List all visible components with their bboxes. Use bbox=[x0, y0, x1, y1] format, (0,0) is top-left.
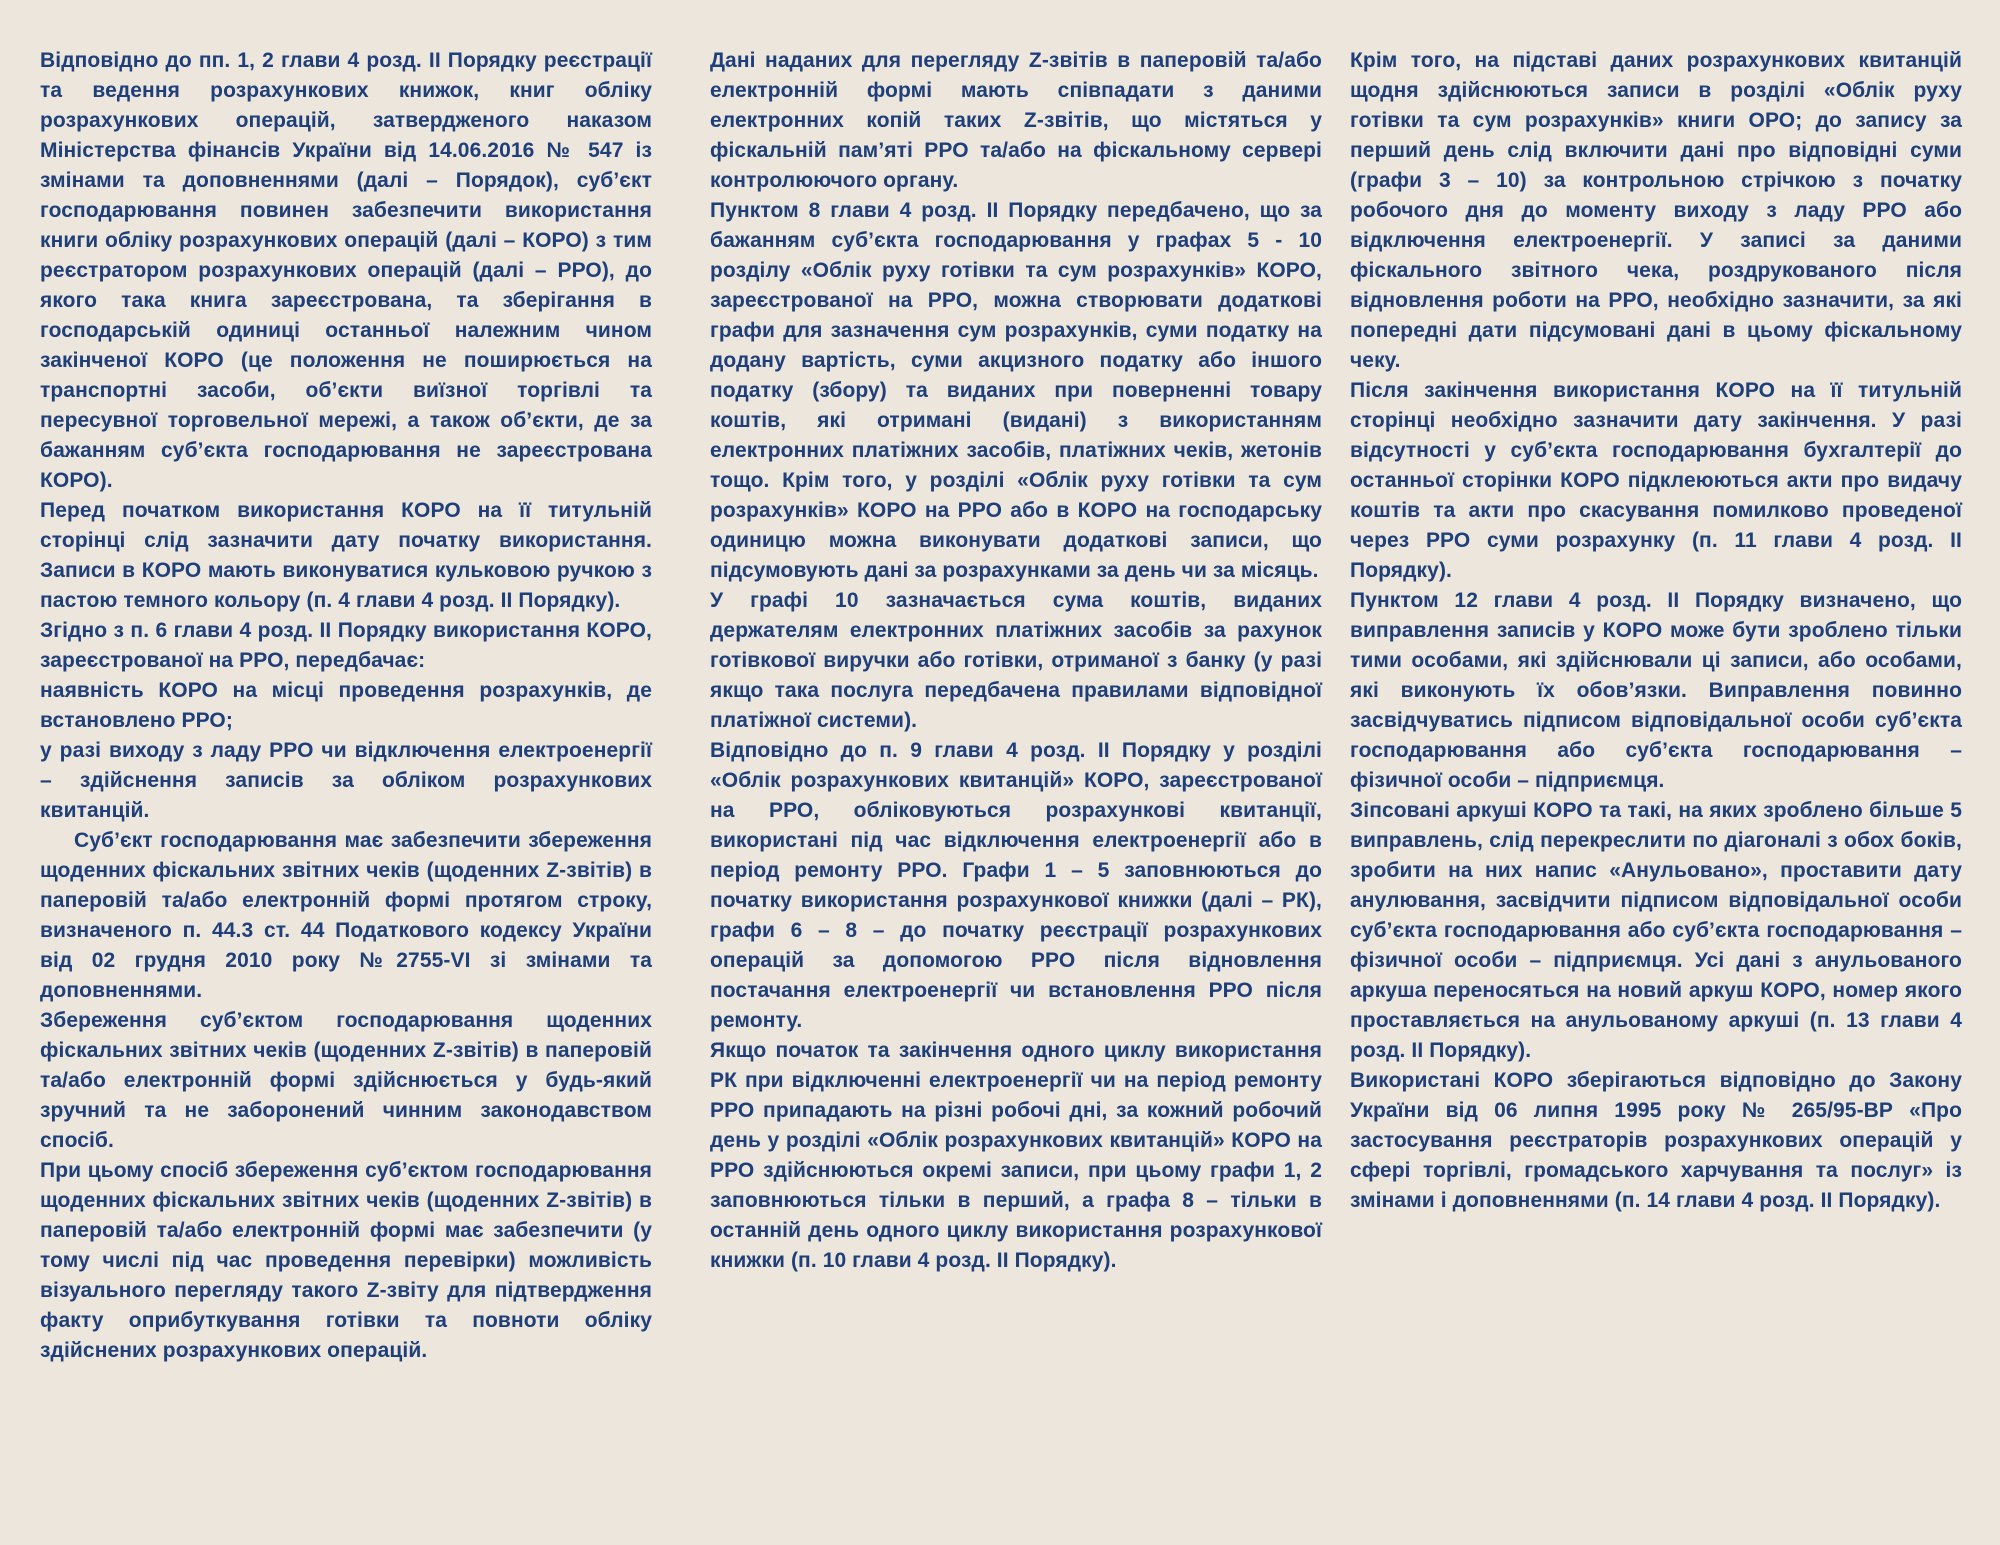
paragraph: Дані наданих для перегляду Z-звітів в паперовій та/або електронній формі мають співпадати з даними електронних копій таких Z-звітів, що містяться у фіскальній пам’яті РРО та/або на фіскальному сервері контролюючого органу. bbox=[710, 49, 1322, 192]
text-column-3 bbox=[1350, 46, 1962, 1216]
paragraph: Збереження суб’єктом господарювання щоденних фіскальних звітних чеків (щоденних Z-звітів) в паперовій та/або електронній формі здійснюється у будь-який зручний та не заборонений чинним законодавством спосіб. bbox=[40, 1009, 652, 1152]
paragraph: у разі виходу з ладу РРО чи відключення електроенергії – здійснення записів за обліком розрахункових квитанцій. bbox=[40, 739, 652, 822]
paragraph: Згідно з п. 6 глави 4 розд. II Порядку використання КОРО, зареєстрованої на РРО, передбачає: bbox=[40, 619, 652, 672]
paragraph: наявність КОРО на місці проведення розрахунків, де встановлено РРО; bbox=[40, 679, 652, 732]
paragraph: Якщо початок та закінчення одного циклу використання РК при відключенні електроенергії чи на період ремонту РРО припадають на різні робочі дні, за кожний робочий день у розділі «Облік розрахункових квитанцій» КОРО на РРО здійснюються окремі записи, при цьому графи 1, 2 заповнюються тільки в перший, а графа 8 – тільки в останній день одного циклу використання розрахункової книжки (п. 10 глави 4 розд. II Порядку). bbox=[710, 1039, 1322, 1272]
paragraph: Зіпсовані аркуші КОРО та такі, на яких зроблено більше 5 виправлень, слід перекреслити по діагоналі з обох боків, зробити на них напис «Анульовано», проставити дату анулювання, засвідчити підписом відповідальної особи суб’єкта господарювання або суб’єкта господарювання – фізичної особи – підприємця. Усі дані з анульованого аркуша переносяться на новий аркуш КОРО, номер якого проставляється на анульованому аркуші (п. 13 глави 4 розд. II Порядку). bbox=[1350, 799, 1962, 1062]
text-column-2 bbox=[710, 46, 1322, 1276]
paragraph: При цьому спосіб збереження суб’єктом господарювання щоденних фіскальних звітних чеків (щоденних Z-звітів) в паперовій та/або електронній формі має забезпечити (у тому числі під час проведення перевірки) можливість візуального перегляду такого Z-звіту для підтвердження факту оприбуткування готівки та повноти обліку здійснених розрахункових операцій. bbox=[40, 1159, 652, 1362]
paragraph: Після закінчення використання КОРО на її титульній сторінці необхідно зазначити дату закінчення. У разі відсутності у суб’єкта господарювання бухгалтерії до останньої сторінки КОРО підклеюються акти про видачу коштів та акти про скасування помилково проведеної через РРО суми розрахунку (п. 11 глави 4 розд. II Порядку). bbox=[1350, 379, 1962, 582]
paragraph: У графі 10 зазначається сума коштів, виданих держателям електронних платіжних засобів за рахунок готівкової виручки або готівки, отриманої з банку (у разі якщо така послуга передбачена правилами відповідної платіжної системи). bbox=[710, 589, 1322, 732]
paragraph: Суб’єкт господарювання має забезпечити збереження щоденних фіскальних звітних чеків (щоденних Z-звітів) в паперовій та/або електронній формі протягом строку, визначеного п. 44.3 ст. 44 Податкового кодексу України від 02 грудня 2010 року №2755-VI зі змінами та доповненнями. bbox=[40, 829, 652, 1002]
paragraph: Перед початком використання КОРО на її титульній сторінці слід зазначити дату початку використання. Записи в КОРО мають виконуватися кульковою ручкою з пастою темного кольору (п. 4 глави 4 розд. II Порядку). bbox=[40, 499, 652, 612]
paragraph: Використані КОРО зберігаються відповідно до Закону України від 06 липня 1995 року № 265/95-ВР «Про застосування реєстраторів розрахункових операцій у сфері торгівлі, громадського харчування та послуг» із змінами і доповненнями (п. 14 глави 4 розд. II Порядку). bbox=[1350, 1069, 1962, 1212]
paragraph: Відповідно до п. 9 глави 4 розд. II Порядку у розділі «Облік розрахункових квитанцій» КОРО, зареєстрованої на РРО, обліковуються розрахункові квитанції, використані під час відключення електроенергії або в період ремонту РРО. Графи 1 – 5 заповнюються до початку використання розрахункової книжки (далі – РК), графи 6 – 8 – до початку реєстрації розрахункових операцій за допомогою РРО після відновлення постачання електроенергії чи встановлення РРО після ремонту. bbox=[710, 739, 1322, 1032]
paragraph: Пунктом 12 глави 4 розд. II Порядку визначено, що виправлення записів у КОРО може бути зроблено тільки тими особами, які здійснювали ці записи, або особами, які виконують їх обов’язки. Виправлення повинно засвідчуватись підписом відповідальної особи суб’єкта господарювання або суб’єкта господарювання – фізичної особи – підприємця. bbox=[1350, 589, 1962, 792]
paragraph: Відповідно до пп. 1, 2 глави 4 розд. II Порядку реєстрації та ведення розрахункових книжок, книг обліку розрахункових операцій, затвердженого наказом Міністерства фінансів України від 14.06.2016 № 547 із змінами та доповненнями (далі – Порядок), суб’єкт господарювання повинен забезпечити використання книги обліку розрахункових операцій (далі – КОРО) з тим реєстратором розрахункових операцій (далі – РРО), до якого така книга зареєстрована, та зберігання в господарській одиниці останньої належним чином закінченої КОРО (це положення не поширюється на транспортні засоби, об’єкти виїзної торгівлі та пересувної торговельної мережі, а також об’єкти, де за бажанням суб’єкта господарювання не зареєстрована КОРО). bbox=[40, 49, 652, 492]
paragraph: Крім того, на підставі даних розрахункових квитанцій щодня здійснюються записи в розділі «Облік руху готівки та сум розрахунків» книги ОРО; до запису за перший день слід включити дані про відповідні суми (графи 3 – 10) за контрольною стрічкою з початку робочого дня до моменту виходу з ладу РРО або відключення електроенергії. У записі за даними фіскального звітного чека, роздрукованого після відновлення роботи на РРО, необхідно зазначити, за які попередні дати підсумовані дані в цьому фіскальному чеку. bbox=[1350, 49, 1962, 372]
text-column-1 bbox=[40, 46, 652, 1366]
paragraph: Пунктом 8 глави 4 розд. II Порядку передбачено, що за бажанням суб’єкта господарювання у графах 5 - 10 розділу «Облік руху готівки та сум розрахунків» КОРО, зареєстрованої на РРО, можна створювати додаткові графи для зазначення сум розрахунків, суми податку на додану вартість, суми акцизного податку або іншого податку (збору) та виданих при поверненні товару коштів, які отримані (видані) з використанням електронних платіжних засобів, платіжних чеків, жетонів тощо. Крім того, у розділі «Облік руху готівки та сум розрахунків» КОРО на РРО або в КОРО на господарську одиницю можна виконувати додаткові записи, що підсумовують дані за розрахунками за день чи за місяць. bbox=[710, 199, 1322, 582]
